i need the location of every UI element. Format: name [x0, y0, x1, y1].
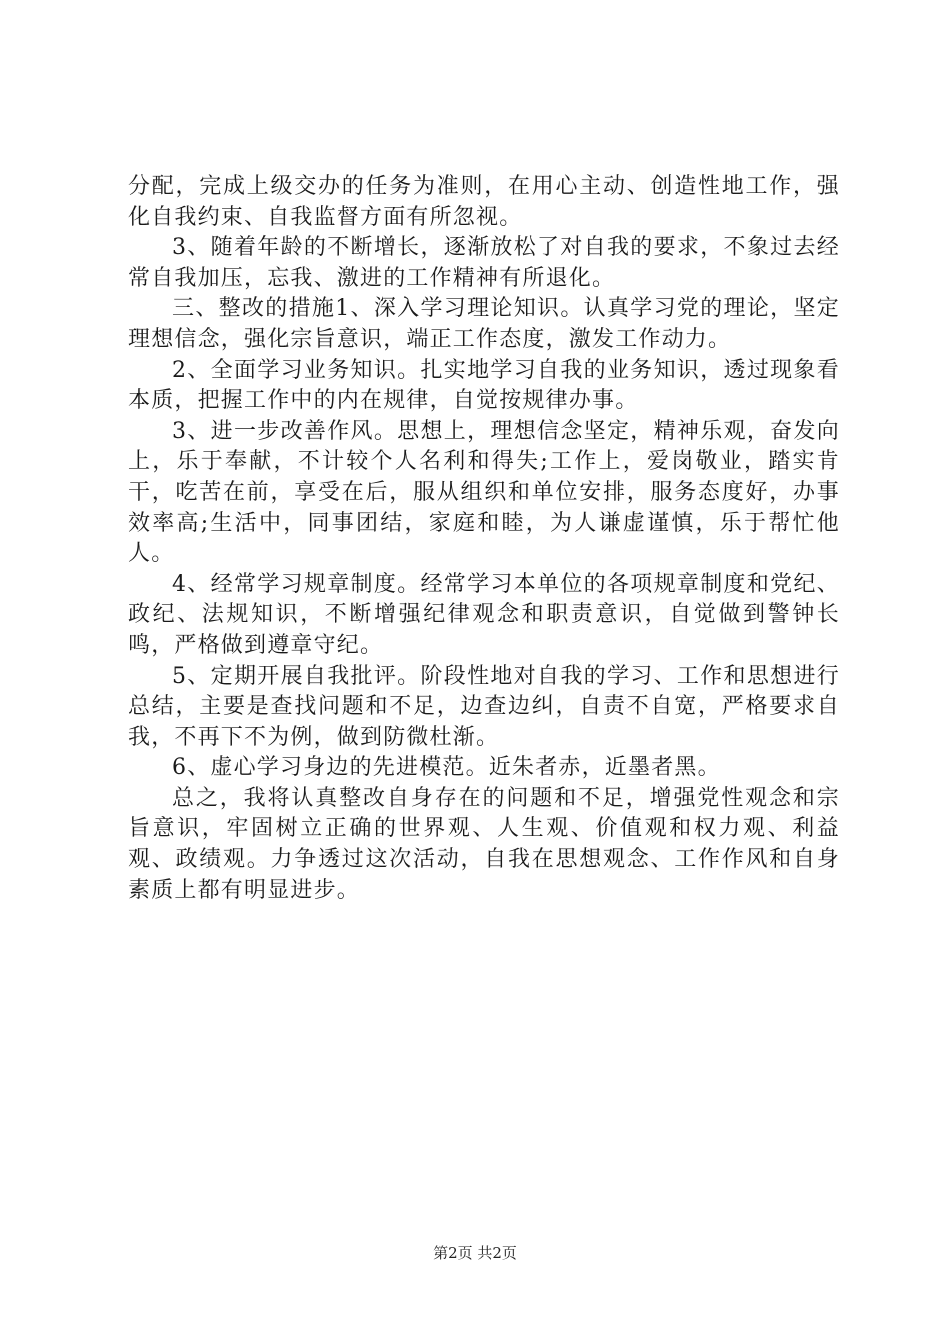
paragraph-section-three-measures: 三、整改的措施1、深入学习理论知识。认真学习党的理论，坚定理想信念，强化宗旨意识，端正工作态度，激发工作动力。: [128, 296, 840, 352]
paragraph-summary: 总之，我将认真整改自身存在的问题和不足，增强党性观念和宗旨意识，牢固树立正确的世界观、人生观、价值观和权力观、利益观、政绩观。力争透过这次活动，自我在思想观念、工作作风和自身素质上都有明显进步。: [128, 785, 840, 903]
page-footer: 第2页 共2页: [433, 1244, 517, 1262]
paragraph-item-6-models: 6、虚心学习身边的先进模范。近朱者赤，近墨者黑。: [172, 755, 721, 781]
paragraph-continuation: 分配，完成上级交办的任务为准则，在用心主动、创造性地工作，强化自我约束、自我监督方面有所忽视。: [128, 174, 840, 230]
paragraph-item-3-age: 3、随着年龄的不断增长，逐渐放松了对自我的要求，不象过去经常自我加压，忘我、激进的工作精神有所退化。: [128, 235, 840, 291]
paragraph-item-4-rules: 4、经常学习规章制度。经常学习本单位的各项规章制度和党纪、政纪、法规知识，不断增强纪律观念和职责意识，自觉做到警钟长鸣，严格做到遵章守纪。: [128, 571, 840, 658]
paragraph-item-3-style: 3、进一步改善作风。思想上，理想信念坚定，精神乐观，奋发向上，乐于奉献，不计较个人名利和得失;工作上，爱岗敬业，踏实肯干，吃苦在前，享受在后，服从组织和单位安排，服务态度好，办事效率高;生活中，同事团结，家庭和睦，为人谦虚谨慎，乐于帮忙他人。: [128, 418, 840, 567]
paragraph-item-5-criticism: 5、定期开展自我批评。阶段性地对自我的学习、工作和思想进行总结，主要是查找问题和不足，边查边纠，自责不自宽，严格要求自我，不再下不为例，做到防微杜渐。: [128, 663, 840, 750]
document-body: [128, 172, 840, 906]
paragraph-item-2-business: 2、全面学习业务知识。扎实地学习自我的业务知识，透过现象看本质，把握工作中的内在规律，自觉按规律办事。: [128, 357, 840, 414]
